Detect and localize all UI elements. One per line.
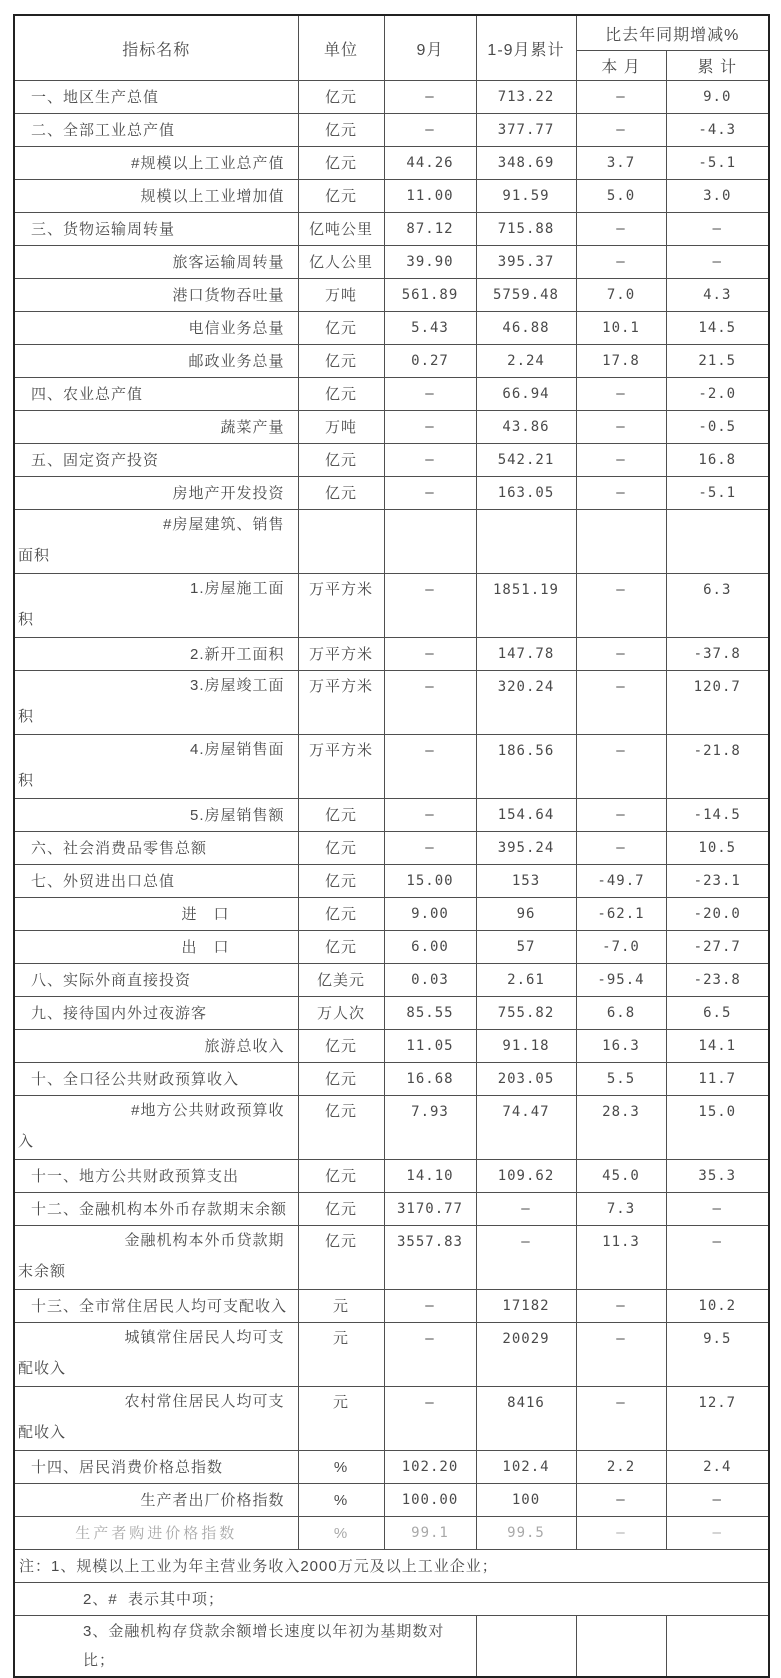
cell-indicator: 十二、金融机构本外币存款期末余额 — [14, 1193, 298, 1226]
cell-month: — — [384, 1323, 476, 1387]
cell-yoy-cumulative: 10.5 — [666, 832, 769, 865]
cell-unit: 亿元 — [298, 477, 384, 510]
cell-month: 6.00 — [384, 931, 476, 964]
cell-yoy-cumulative: -37.8 — [666, 638, 769, 671]
cell-indicator: 旅客运输周转量 — [14, 246, 298, 279]
cell-month: 16.68 — [384, 1063, 476, 1096]
cell-unit: 亿元 — [298, 345, 384, 378]
cell-indicator: 生产者购进价格指数 — [14, 1517, 298, 1550]
cell-indicator: 七、外贸进出口总值 — [14, 865, 298, 898]
cell-yoy-cumulative: -23.1 — [666, 865, 769, 898]
cell-unit: 万平方米 — [298, 638, 384, 671]
indicator-line-2: 配收入 — [18, 1424, 67, 1441]
cell-month: 3170.77 — [384, 1193, 476, 1226]
cell-month: 3557.83 — [384, 1226, 476, 1290]
cell-yoy-cumulative: -2.0 — [666, 378, 769, 411]
indicator-line-2: 配收入 — [18, 1360, 67, 1377]
cell-indicator — [14, 1323, 298, 1387]
cell-unit: 万吨 — [298, 411, 384, 444]
indicator-line-1: 城镇常住居民人均可支 — [124, 1329, 285, 1346]
cell-unit: 亿元 — [298, 1096, 384, 1160]
cell-yoy-month: 16.3 — [576, 1030, 666, 1063]
cell-unit: 万人次 — [298, 997, 384, 1030]
cell-cumulative: 2.24 — [476, 345, 576, 378]
cell-month: — — [384, 1290, 476, 1323]
indicator-line-1: 4.房屋销售面 — [189, 741, 285, 758]
cell-yoy-month: — — [576, 735, 666, 799]
cell-indicator: 5.房屋销售额 — [14, 799, 298, 832]
table-row — [14, 81, 769, 114]
cell-cumulative: 8416 — [476, 1387, 576, 1451]
table-row — [14, 638, 769, 671]
cell-yoy-month: 45.0 — [576, 1160, 666, 1193]
indicator-line-2: 面积 — [18, 547, 51, 564]
cell-cumulative: 17182 — [476, 1290, 576, 1323]
cell-yoy-cumulative: -20.0 — [666, 898, 769, 931]
cell-indicator: 蔬菜产量 — [14, 411, 298, 444]
table-row — [14, 180, 769, 213]
cell-unit: 亿元 — [298, 444, 384, 477]
cell-unit: 亿人公里 — [298, 246, 384, 279]
note-text: 3、金融机构存贷款余额增长速度以年初为基期数对比； — [14, 1616, 476, 1678]
cell-cumulative: 66.94 — [476, 378, 576, 411]
cell-yoy-month: — — [576, 1484, 666, 1517]
cell-indicator: 三、货物运输周转量 — [14, 213, 298, 246]
cell-cumulative: 715.88 — [476, 213, 576, 246]
cell-unit: 亿元 — [298, 312, 384, 345]
cell-yoy-cumulative: 9.5 — [666, 1323, 769, 1387]
cell-cumulative: 186.56 — [476, 735, 576, 799]
cell-yoy-cumulative: -5.1 — [666, 147, 769, 180]
cell-yoy-cumulative: 10.2 — [666, 1290, 769, 1323]
cell-month: 561.89 — [384, 279, 476, 312]
cell-yoy-cumulative: 14.5 — [666, 312, 769, 345]
cell-indicator: 生产者出厂价格指数 — [14, 1484, 298, 1517]
table-row — [14, 1063, 769, 1096]
table-row — [14, 735, 769, 799]
table-row — [14, 213, 769, 246]
cell-cumulative: 542.21 — [476, 444, 576, 477]
table-row — [14, 832, 769, 865]
cell-yoy-cumulative: 12.7 — [666, 1387, 769, 1451]
cell-yoy-cumulative: 6.3 — [666, 574, 769, 638]
cell-cumulative: 102.4 — [476, 1451, 576, 1484]
cell-month: 11.00 — [384, 180, 476, 213]
cell-yoy-month: 7.3 — [576, 1193, 666, 1226]
cell-unit: 万吨 — [298, 279, 384, 312]
table-row — [14, 1160, 769, 1193]
cell-yoy-month — [576, 510, 666, 574]
cell-month: 39.90 — [384, 246, 476, 279]
cell-indicator: 规模以上工业增加值 — [14, 180, 298, 213]
cell-cumulative: 96 — [476, 898, 576, 931]
cell-yoy-month: — — [576, 1323, 666, 1387]
cell-unit: 亿元 — [298, 180, 384, 213]
cell-indicator: 五、固定资产投资 — [14, 444, 298, 477]
cell-month: 85.55 — [384, 997, 476, 1030]
cell-cumulative: 755.82 — [476, 997, 576, 1030]
indicator-line-1: 3.房屋竣工面 — [189, 677, 285, 694]
cell-yoy-month: — — [576, 114, 666, 147]
cell-unit: 元 — [298, 1323, 384, 1387]
cell-yoy-month: 17.8 — [576, 345, 666, 378]
table-row — [14, 510, 769, 574]
cell-yoy-month: — — [576, 378, 666, 411]
cell-unit: 亿元 — [298, 378, 384, 411]
cell-yoy-cumulative: 16.8 — [666, 444, 769, 477]
table-row — [14, 1030, 769, 1063]
cell-indicator: 2.新开工面积 — [14, 638, 298, 671]
cell-unit: 亿元 — [298, 832, 384, 865]
table-row — [14, 1193, 769, 1226]
table-row — [14, 964, 769, 997]
cell-yoy-month: — — [576, 246, 666, 279]
cell-yoy-month: 2.2 — [576, 1451, 666, 1484]
indicator-line-1: #房屋建筑、销售 — [163, 516, 285, 533]
cell-cumulative: 203.05 — [476, 1063, 576, 1096]
cell-cumulative: 99.5 — [476, 1517, 576, 1550]
cell-yoy-month: — — [576, 638, 666, 671]
cell-indicator: 六、社会消费品零售总额 — [14, 832, 298, 865]
cell-unit: % — [298, 1484, 384, 1517]
cell-month: — — [384, 832, 476, 865]
cell-month: 7.93 — [384, 1096, 476, 1160]
cell-indicator: 四、农业总产值 — [14, 378, 298, 411]
cell-month: 15.00 — [384, 865, 476, 898]
indicator-line-2: 末余额 — [18, 1263, 67, 1280]
cell-yoy-month: 6.8 — [576, 997, 666, 1030]
cell-cumulative: 2.61 — [476, 964, 576, 997]
cell-unit: 亿元 — [298, 799, 384, 832]
statistics-table — [13, 14, 770, 1678]
cell-unit: % — [298, 1517, 384, 1550]
cell-yoy-cumulative: — — [666, 246, 769, 279]
cell-indicator: #规模以上工业总产值 — [14, 147, 298, 180]
cell-yoy-cumulative — [666, 510, 769, 574]
cell-yoy-cumulative: -5.1 — [666, 477, 769, 510]
cell-indicator: 旅游总收入 — [14, 1030, 298, 1063]
cell-yoy-cumulative: 4.3 — [666, 279, 769, 312]
cell-indicator: 进 口 — [14, 898, 298, 931]
cell-cumulative: 147.78 — [476, 638, 576, 671]
cell-cumulative: — — [476, 1226, 576, 1290]
note-row — [14, 1583, 769, 1616]
table-row — [14, 865, 769, 898]
cell-indicator: 十一、地方公共财政预算支出 — [14, 1160, 298, 1193]
cell-yoy-cumulative: — — [666, 1226, 769, 1290]
cell-indicator: 邮政业务总量 — [14, 345, 298, 378]
cell-yoy-month: 10.1 — [576, 312, 666, 345]
cell-month: 14.10 — [384, 1160, 476, 1193]
cell-indicator — [14, 574, 298, 638]
cell-yoy-month: 3.7 — [576, 147, 666, 180]
table-row — [14, 477, 769, 510]
cell-cumulative: 153 — [476, 865, 576, 898]
cell-cumulative: 1851.19 — [476, 574, 576, 638]
cell-yoy-month: 11.3 — [576, 1226, 666, 1290]
cell-yoy-month: -62.1 — [576, 898, 666, 931]
cell-yoy-month: — — [576, 671, 666, 735]
table-row — [14, 246, 769, 279]
table-row — [14, 1451, 769, 1484]
cell-yoy-month: -7.0 — [576, 931, 666, 964]
cell-unit: 万平方米 — [298, 574, 384, 638]
header-yoy-cumulative: 累 计 — [666, 51, 769, 81]
indicator-line-2: 入 — [18, 1133, 35, 1150]
table-row — [14, 312, 769, 345]
cell-unit — [298, 510, 384, 574]
table-row — [14, 931, 769, 964]
cell-yoy-month: — — [576, 832, 666, 865]
cell-month — [384, 510, 476, 574]
cell-yoy-cumulative: 14.1 — [666, 1030, 769, 1063]
cell-yoy-cumulative: 35.3 — [666, 1160, 769, 1193]
cell-month: — — [384, 411, 476, 444]
cell-yoy-cumulative: 120.7 — [666, 671, 769, 735]
cell-cumulative — [476, 510, 576, 574]
cell-month: 0.03 — [384, 964, 476, 997]
cell-yoy-cumulative: 6.5 — [666, 997, 769, 1030]
cell-yoy-cumulative: -27.7 — [666, 931, 769, 964]
cell-yoy-month: — — [576, 574, 666, 638]
header-indicator: 指标名称 — [14, 15, 298, 81]
table-row — [14, 444, 769, 477]
table-row — [14, 1323, 769, 1387]
cell-indicator: 十、全口径公共财政预算收入 — [14, 1063, 298, 1096]
cell-cumulative: 46.88 — [476, 312, 576, 345]
cell-month: — — [384, 378, 476, 411]
cell-indicator: 九、接待国内外过夜游客 — [14, 997, 298, 1030]
cell-month: — — [384, 735, 476, 799]
cell-indicator — [14, 671, 298, 735]
cell-yoy-cumulative: — — [666, 1193, 769, 1226]
cell-month: 99.1 — [384, 1517, 476, 1550]
cell-month: — — [384, 671, 476, 735]
cell-cumulative: 100 — [476, 1484, 576, 1517]
cell-indicator: 十四、居民消费价格总指数 — [14, 1451, 298, 1484]
empty-cell — [666, 1616, 769, 1678]
cell-cumulative: 395.37 — [476, 246, 576, 279]
cell-yoy-month: — — [576, 444, 666, 477]
cell-yoy-cumulative: 11.7 — [666, 1063, 769, 1096]
indicator-line-2: 积 — [18, 772, 35, 789]
header-cumulative: 1-9月累计 — [476, 15, 576, 81]
cell-unit: 亿元 — [298, 114, 384, 147]
cell-indicator: 十三、全市常住居民人均可支配收入 — [14, 1290, 298, 1323]
cell-yoy-cumulative: 3.0 — [666, 180, 769, 213]
cell-month: 5.43 — [384, 312, 476, 345]
cell-cumulative: 91.18 — [476, 1030, 576, 1063]
indicator-line-2: 积 — [18, 708, 35, 725]
cell-yoy-month: 28.3 — [576, 1096, 666, 1160]
indicator-line-1: #地方公共财政预算收 — [131, 1102, 285, 1119]
cell-unit: 亿元 — [298, 1226, 384, 1290]
cell-yoy-month: — — [576, 1387, 666, 1451]
indicator-line-1: 农村常住居民人均可支 — [124, 1393, 285, 1410]
cell-unit: 亿元 — [298, 1160, 384, 1193]
cell-cumulative: 57 — [476, 931, 576, 964]
cell-cumulative: 74.47 — [476, 1096, 576, 1160]
cell-cumulative: 91.59 — [476, 180, 576, 213]
cell-indicator: 港口货物吞吐量 — [14, 279, 298, 312]
empty-cell — [476, 1616, 576, 1678]
table-row — [14, 898, 769, 931]
table-row — [14, 1517, 769, 1550]
indicator-line-1: 金融机构本外币贷款期 — [124, 1232, 285, 1249]
cell-indicator: 二、全部工业总产值 — [14, 114, 298, 147]
cell-yoy-month: — — [576, 1517, 666, 1550]
cell-unit: 亿元 — [298, 1063, 384, 1096]
table-row — [14, 345, 769, 378]
cell-indicator — [14, 1387, 298, 1451]
cell-indicator — [14, 1096, 298, 1160]
cell-unit: 亿元 — [298, 865, 384, 898]
cell-cumulative: 395.24 — [476, 832, 576, 865]
cell-yoy-cumulative: -4.3 — [666, 114, 769, 147]
cell-yoy-cumulative: -21.8 — [666, 735, 769, 799]
table-row — [14, 279, 769, 312]
table-row — [14, 671, 769, 735]
cell-unit: 亿吨公里 — [298, 213, 384, 246]
table-row — [14, 1226, 769, 1290]
cell-unit: 元 — [298, 1290, 384, 1323]
cell-yoy-cumulative: 21.5 — [666, 345, 769, 378]
header-month: 9月 — [384, 15, 476, 81]
cell-yoy-cumulative: -23.8 — [666, 964, 769, 997]
cell-month: — — [384, 444, 476, 477]
cell-unit: 万平方米 — [298, 735, 384, 799]
table-body — [14, 81, 769, 1678]
cell-indicator — [14, 510, 298, 574]
cell-unit: 亿元 — [298, 1030, 384, 1063]
cell-cumulative: 154.64 — [476, 799, 576, 832]
cell-unit: 亿元 — [298, 1193, 384, 1226]
cell-yoy-month: -95.4 — [576, 964, 666, 997]
table-row — [14, 1387, 769, 1451]
cell-yoy-month: — — [576, 411, 666, 444]
cell-cumulative: — — [476, 1193, 576, 1226]
cell-month: 87.12 — [384, 213, 476, 246]
table-row — [14, 147, 769, 180]
cell-month: — — [384, 81, 476, 114]
cell-cumulative: 713.22 — [476, 81, 576, 114]
header-yoy-group: 比去年同期增减% — [576, 15, 769, 51]
header-unit: 单位 — [298, 15, 384, 81]
cell-cumulative: 20029 — [476, 1323, 576, 1387]
cell-yoy-cumulative: — — [666, 213, 769, 246]
cell-yoy-cumulative: -0.5 — [666, 411, 769, 444]
header-row-1 — [14, 15, 769, 51]
cell-cumulative: 377.77 — [476, 114, 576, 147]
cell-yoy-month: 5.5 — [576, 1063, 666, 1096]
cell-indicator: 一、地区生产总值 — [14, 81, 298, 114]
cell-indicator: 电信业务总量 — [14, 312, 298, 345]
table-row — [14, 799, 769, 832]
cell-month: 9.00 — [384, 898, 476, 931]
cell-cumulative: 163.05 — [476, 477, 576, 510]
table-row — [14, 1096, 769, 1160]
cell-indicator: 出 口 — [14, 931, 298, 964]
header-yoy-month: 本 月 — [576, 51, 666, 81]
cell-month: — — [384, 114, 476, 147]
cell-yoy-cumulative: 2.4 — [666, 1451, 769, 1484]
cell-yoy-cumulative: 15.0 — [666, 1096, 769, 1160]
cell-cumulative: 320.24 — [476, 671, 576, 735]
cell-month: 44.26 — [384, 147, 476, 180]
cell-yoy-month: — — [576, 799, 666, 832]
cell-unit: 亿元 — [298, 81, 384, 114]
cell-yoy-cumulative: — — [666, 1517, 769, 1550]
cell-yoy-month: 7.0 — [576, 279, 666, 312]
cell-indicator — [14, 1226, 298, 1290]
empty-cell — [576, 1616, 666, 1678]
cell-yoy-month: — — [576, 81, 666, 114]
cell-yoy-month: — — [576, 477, 666, 510]
note-row — [14, 1550, 769, 1583]
cell-unit: 亿元 — [298, 898, 384, 931]
cell-indicator: 八、实际外商直接投资 — [14, 964, 298, 997]
cell-unit: 亿元 — [298, 147, 384, 180]
cell-yoy-cumulative: — — [666, 1484, 769, 1517]
table-row — [14, 997, 769, 1030]
cell-month: 100.00 — [384, 1484, 476, 1517]
note-text: 2、# 表示其中项； — [14, 1583, 769, 1616]
cell-month: — — [384, 574, 476, 638]
cell-cumulative: 348.69 — [476, 147, 576, 180]
table-row — [14, 574, 769, 638]
table-row — [14, 378, 769, 411]
cell-unit: 亿美元 — [298, 964, 384, 997]
table-row — [14, 1290, 769, 1323]
cell-yoy-month: — — [576, 1290, 666, 1323]
table-row — [14, 411, 769, 444]
cell-month: — — [384, 1387, 476, 1451]
cell-month: 0.27 — [384, 345, 476, 378]
cell-unit: 元 — [298, 1387, 384, 1451]
cell-cumulative: 43.86 — [476, 411, 576, 444]
cell-yoy-month: 5.0 — [576, 180, 666, 213]
cell-month: 11.05 — [384, 1030, 476, 1063]
cell-yoy-cumulative: -14.5 — [666, 799, 769, 832]
cell-month: — — [384, 477, 476, 510]
cell-yoy-month: -49.7 — [576, 865, 666, 898]
cell-month: — — [384, 799, 476, 832]
cell-cumulative: 109.62 — [476, 1160, 576, 1193]
cell-yoy-cumulative: 9.0 — [666, 81, 769, 114]
cell-yoy-month: — — [576, 213, 666, 246]
indicator-line-2: 积 — [18, 611, 35, 628]
cell-month: — — [384, 638, 476, 671]
cell-unit: 亿元 — [298, 931, 384, 964]
table-header — [14, 15, 769, 81]
table-row — [14, 1484, 769, 1517]
cell-indicator: 房地产开发投资 — [14, 477, 298, 510]
cell-cumulative: 5759.48 — [476, 279, 576, 312]
cell-month: 102.20 — [384, 1451, 476, 1484]
cell-unit: % — [298, 1451, 384, 1484]
note-text: 注：1、规模以上工业为年主营业务收入2000万元及以上工业企业； — [14, 1550, 769, 1583]
indicator-line-1: 1.房屋施工面 — [189, 580, 285, 597]
cell-indicator — [14, 735, 298, 799]
cell-unit: 万平方米 — [298, 671, 384, 735]
table-row — [14, 114, 769, 147]
note-row — [14, 1616, 769, 1678]
